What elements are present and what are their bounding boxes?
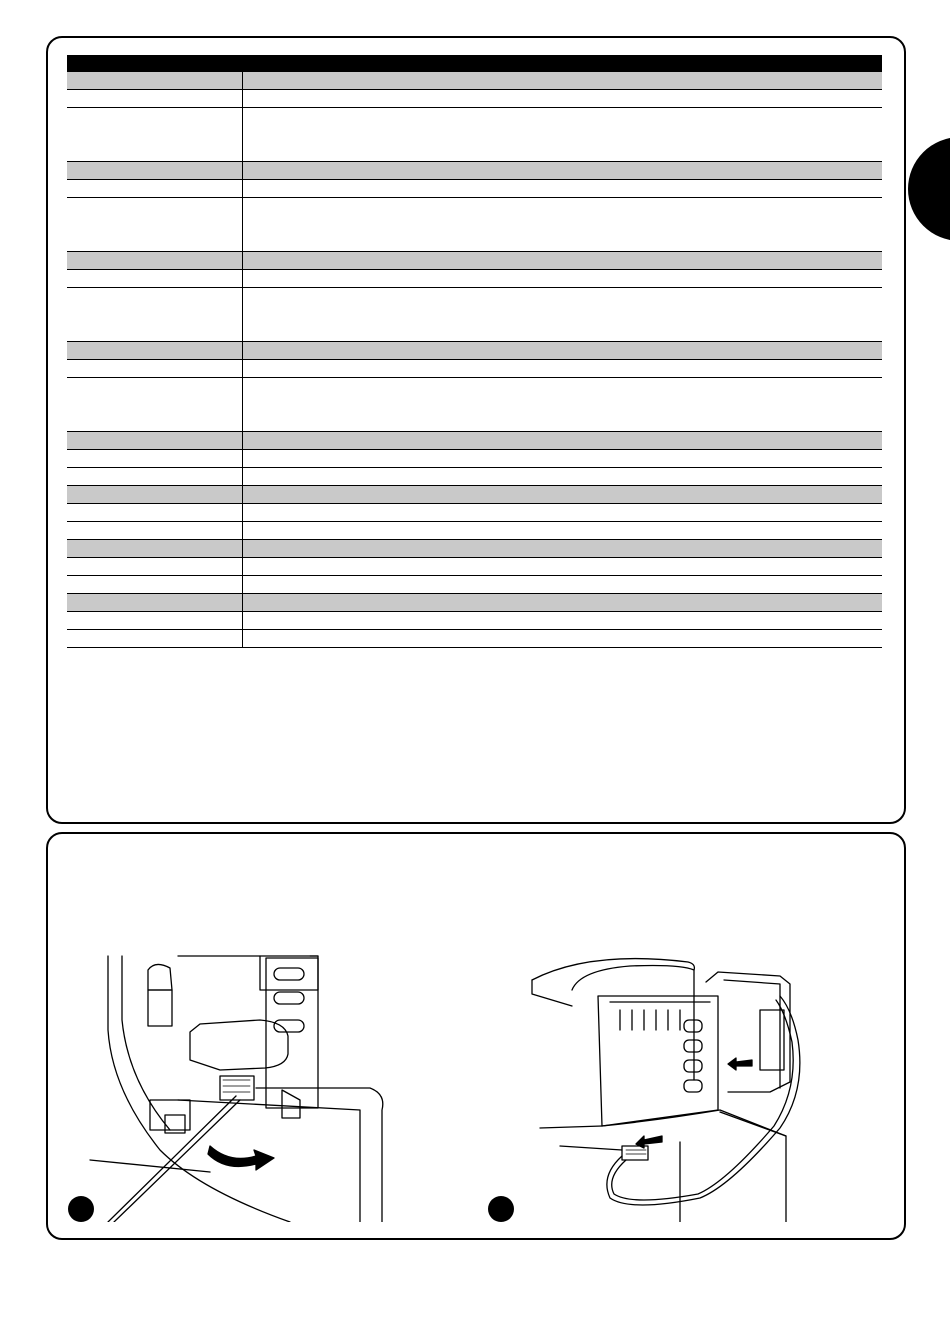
table-group-header (67, 342, 882, 360)
row-value-cell (243, 450, 882, 467)
row-label-cell (67, 558, 243, 575)
table-row (67, 198, 882, 252)
table-group-header (67, 432, 882, 450)
table-group-header (67, 252, 882, 270)
table-row (67, 288, 882, 342)
row-label-cell (67, 576, 243, 593)
group-value-cell (243, 432, 882, 449)
row-label-cell (67, 270, 243, 287)
group-value-cell (243, 72, 882, 89)
row-value-cell (243, 504, 882, 521)
table-group-header (67, 540, 882, 558)
row-label-cell (67, 180, 243, 197)
table-row (67, 360, 882, 378)
group-label-cell (67, 72, 243, 89)
table-row (67, 90, 882, 108)
row-value-cell (243, 198, 882, 251)
table-group-header (67, 72, 882, 90)
group-value-cell (243, 342, 882, 359)
group-value-cell (243, 486, 882, 503)
table-row (67, 522, 882, 540)
row-value-cell (243, 576, 882, 593)
figure-2-badge (488, 1196, 514, 1222)
row-label-cell (67, 504, 243, 521)
group-label-cell (67, 540, 243, 557)
table-group-header (67, 594, 882, 612)
figure-1-illustration (60, 950, 400, 1222)
row-label-cell (67, 90, 243, 107)
table-row (67, 558, 882, 576)
figure-1-drawing (60, 950, 400, 1222)
table-row (67, 612, 882, 630)
group-value-cell (243, 594, 882, 611)
table-row (67, 108, 882, 162)
language-side-tab (908, 137, 950, 241)
table-row (67, 576, 882, 594)
row-value-cell (243, 378, 882, 431)
row-value-cell (243, 180, 882, 197)
row-label-cell (67, 612, 243, 629)
row-value-cell (243, 270, 882, 287)
group-label-cell (67, 432, 243, 449)
table-body (67, 72, 882, 648)
group-value-cell (243, 540, 882, 557)
table-row (67, 270, 882, 288)
figure-1-badge (68, 1196, 94, 1222)
table-row (67, 630, 882, 648)
row-label-cell (67, 468, 243, 485)
row-label-cell (67, 288, 243, 341)
group-value-cell (243, 162, 882, 179)
group-value-cell (243, 252, 882, 269)
table-group-header (67, 486, 882, 504)
table-row (67, 378, 882, 432)
row-value-cell (243, 360, 882, 377)
technical-specs-table (67, 55, 882, 648)
row-label-cell (67, 522, 243, 539)
group-label-cell (67, 162, 243, 179)
row-value-cell (243, 90, 882, 107)
row-value-cell (243, 630, 882, 647)
table-row (67, 180, 882, 198)
row-label-cell (67, 198, 243, 251)
row-value-cell (243, 108, 882, 161)
row-value-cell (243, 522, 882, 539)
row-value-cell (243, 288, 882, 341)
figure-2-illustration (480, 950, 810, 1222)
row-label-cell (67, 108, 243, 161)
row-value-cell (243, 558, 882, 575)
row-label-cell (67, 630, 243, 647)
row-value-cell (243, 468, 882, 485)
table-row (67, 468, 882, 486)
row-label-cell (67, 450, 243, 467)
group-label-cell (67, 594, 243, 611)
figure-2-drawing (480, 950, 810, 1222)
group-label-cell (67, 252, 243, 269)
group-label-cell (67, 486, 243, 503)
table-row (67, 450, 882, 468)
row-label-cell (67, 378, 243, 431)
table-header-bar (67, 55, 882, 72)
row-label-cell (67, 360, 243, 377)
group-label-cell (67, 342, 243, 359)
table-row (67, 504, 882, 522)
row-value-cell (243, 612, 882, 629)
table-group-header (67, 162, 882, 180)
